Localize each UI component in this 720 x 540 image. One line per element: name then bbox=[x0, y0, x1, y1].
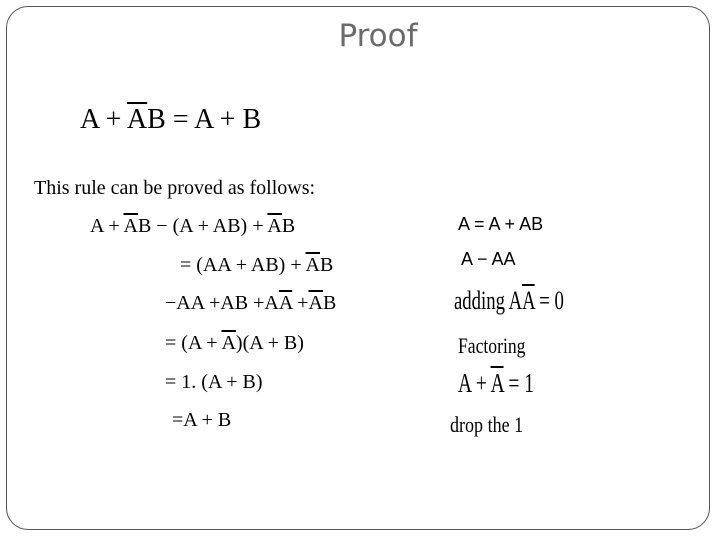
proof-step-3 bbox=[165, 292, 336, 315]
complement-term: $\overline{A}$ bbox=[308, 292, 323, 314]
proof-note-5 bbox=[458, 368, 534, 399]
complement-term: $\overline{A}$ bbox=[126, 104, 148, 135]
formula-text: A + bbox=[90, 215, 124, 237]
proof-note-2 bbox=[461, 249, 516, 270]
formula-text: B = A + B bbox=[147, 104, 262, 135]
formula-text: = (A + bbox=[165, 332, 222, 354]
proof-intro: This rule can be proved as follows: bbox=[34, 177, 316, 199]
formula-text: = (AA + AB) + bbox=[180, 254, 306, 276]
proof-note-4 bbox=[458, 333, 525, 359]
formula-text: A − AA bbox=[461, 249, 516, 269]
complement-term: $\overline{A}$ bbox=[278, 292, 293, 314]
formula-text: A = A + AB bbox=[458, 214, 544, 234]
formula-text: A + bbox=[80, 104, 127, 135]
proof-step-1 bbox=[90, 215, 295, 238]
formula-text: B bbox=[319, 254, 334, 276]
formula-text: B bbox=[322, 292, 337, 314]
proof-step-2 bbox=[180, 254, 333, 277]
formula-text: −AA +AB +A bbox=[165, 292, 279, 314]
slide-frame bbox=[6, 6, 710, 530]
proof-note-1 bbox=[458, 214, 543, 235]
formula-text: + bbox=[292, 292, 309, 314]
complement-term: $\overline{A}$ bbox=[123, 215, 138, 237]
formula-text: = 1. (A + B) bbox=[165, 371, 263, 393]
complement-term: $\overline{A}$ bbox=[490, 368, 504, 398]
rule-statement bbox=[80, 104, 261, 136]
formula-text: Factoring bbox=[458, 333, 526, 358]
formula-text: =A + B bbox=[172, 409, 232, 431]
formula-text: = 1 bbox=[503, 368, 534, 398]
formula-text: B bbox=[281, 215, 296, 237]
complement-term: $\overline{A}$ bbox=[305, 254, 320, 276]
complement-term: $\overline{A}$ bbox=[522, 286, 535, 315]
proof-note-6 bbox=[450, 412, 523, 438]
complement-term: $\overline{A}$ bbox=[267, 215, 282, 237]
proof-step-5 bbox=[165, 371, 263, 394]
formula-text: adding A bbox=[454, 286, 523, 315]
formula-text: drop the 1 bbox=[450, 412, 524, 437]
formula-text: = 0 bbox=[534, 286, 564, 315]
proof-step-6 bbox=[172, 409, 231, 432]
slide-title: Proof bbox=[338, 18, 418, 54]
formula-text: A + bbox=[458, 368, 491, 398]
formula-text: B − (A + AB) + bbox=[137, 215, 268, 237]
formula-text: )(A + B) bbox=[235, 332, 304, 354]
proof-step-4 bbox=[165, 332, 304, 355]
proof-note-3 bbox=[454, 286, 564, 316]
complement-term: $\overline{A}$ bbox=[221, 332, 236, 354]
